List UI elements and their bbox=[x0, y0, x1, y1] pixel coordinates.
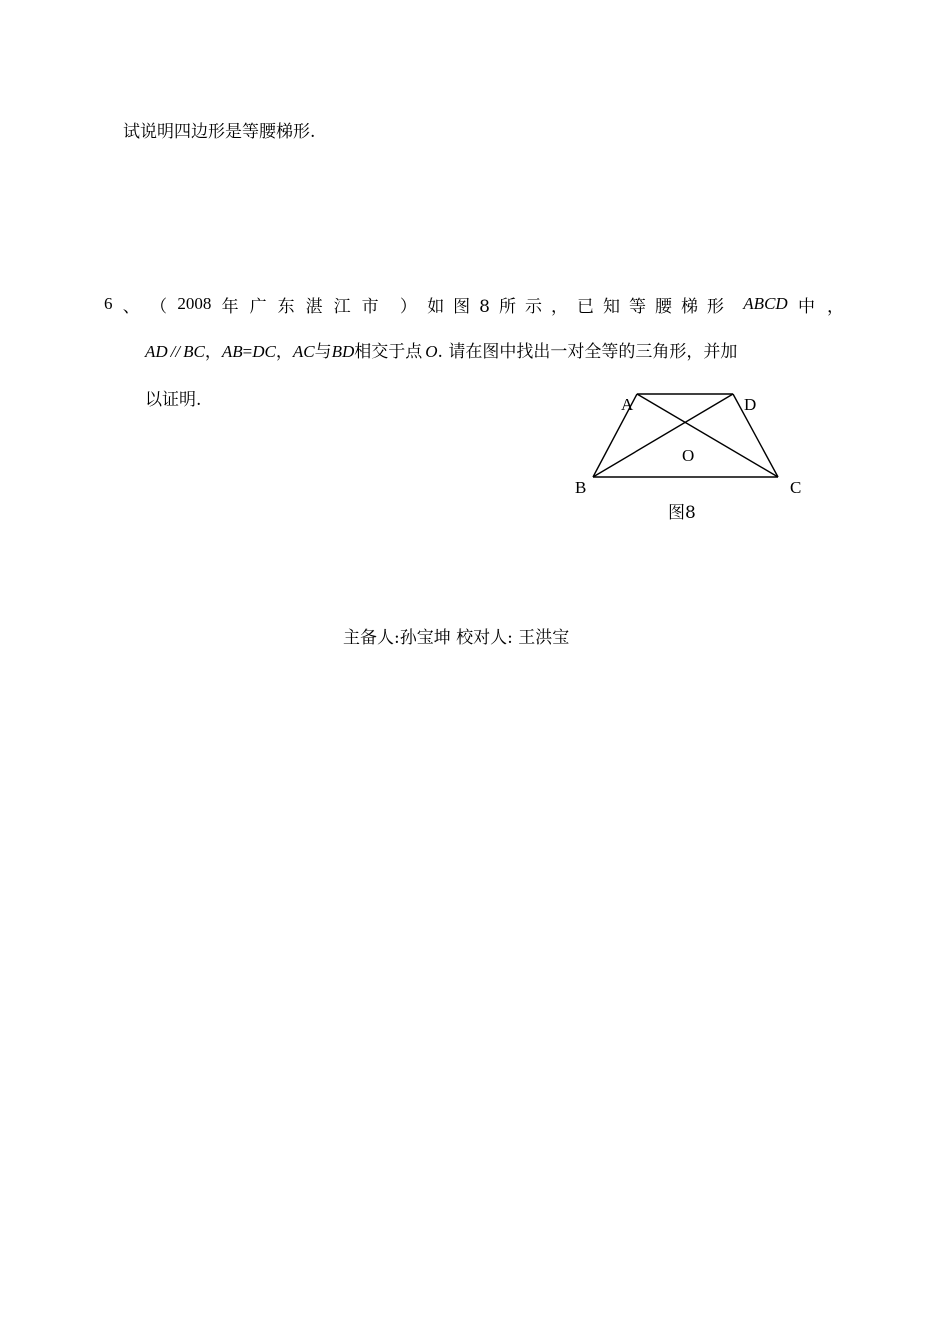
diagonal-bd bbox=[593, 394, 733, 477]
diagonal-ac bbox=[637, 394, 778, 477]
word-intersect: 相交于点 bbox=[354, 342, 423, 362]
source-close: ） bbox=[399, 296, 417, 317]
statement-line: 试说明四边形是等腰梯形. bbox=[123, 122, 316, 142]
segment-bd: BD bbox=[331, 342, 355, 361]
figure-caption: 图8 bbox=[668, 503, 696, 523]
word-yu: 与 bbox=[314, 342, 332, 362]
segment-ac: AC bbox=[292, 342, 315, 361]
comma-1: ， bbox=[204, 342, 222, 362]
source-place: 年广东湛江市 bbox=[221, 296, 390, 317]
label-o: O bbox=[682, 446, 695, 465]
label-d: D bbox=[744, 395, 757, 414]
source-open: （ bbox=[150, 296, 168, 317]
problem-rest: . 请在图中找出一对全等的三角形，并加 bbox=[437, 342, 738, 362]
problem-6-line-3: 以证明. bbox=[145, 390, 202, 410]
problem-intro: 如图8所示，已知等腰梯形 bbox=[427, 296, 734, 317]
comma-2: ， bbox=[275, 342, 293, 362]
label-c: C bbox=[790, 478, 802, 497]
equals: = bbox=[242, 342, 253, 361]
problem-intro-end: 中， bbox=[797, 296, 856, 317]
parallel-symbol: // bbox=[170, 342, 181, 361]
footer-credits: 主备人:孙宝坤 校对人: 王洪宝 bbox=[343, 628, 570, 648]
segment-ad: AD bbox=[145, 342, 168, 361]
problem-number: 6 bbox=[104, 294, 113, 313]
source-year: 2008 bbox=[177, 294, 212, 313]
label-a: A bbox=[621, 395, 634, 414]
segment-ab: AB bbox=[221, 342, 243, 361]
label-b: B bbox=[575, 478, 587, 497]
trapezoid-name: ABCD bbox=[743, 294, 788, 313]
segment-dc: DC bbox=[252, 342, 276, 361]
point-o: O bbox=[425, 342, 438, 361]
segment-bc: BC bbox=[183, 342, 205, 361]
separator: 、 bbox=[122, 296, 140, 317]
